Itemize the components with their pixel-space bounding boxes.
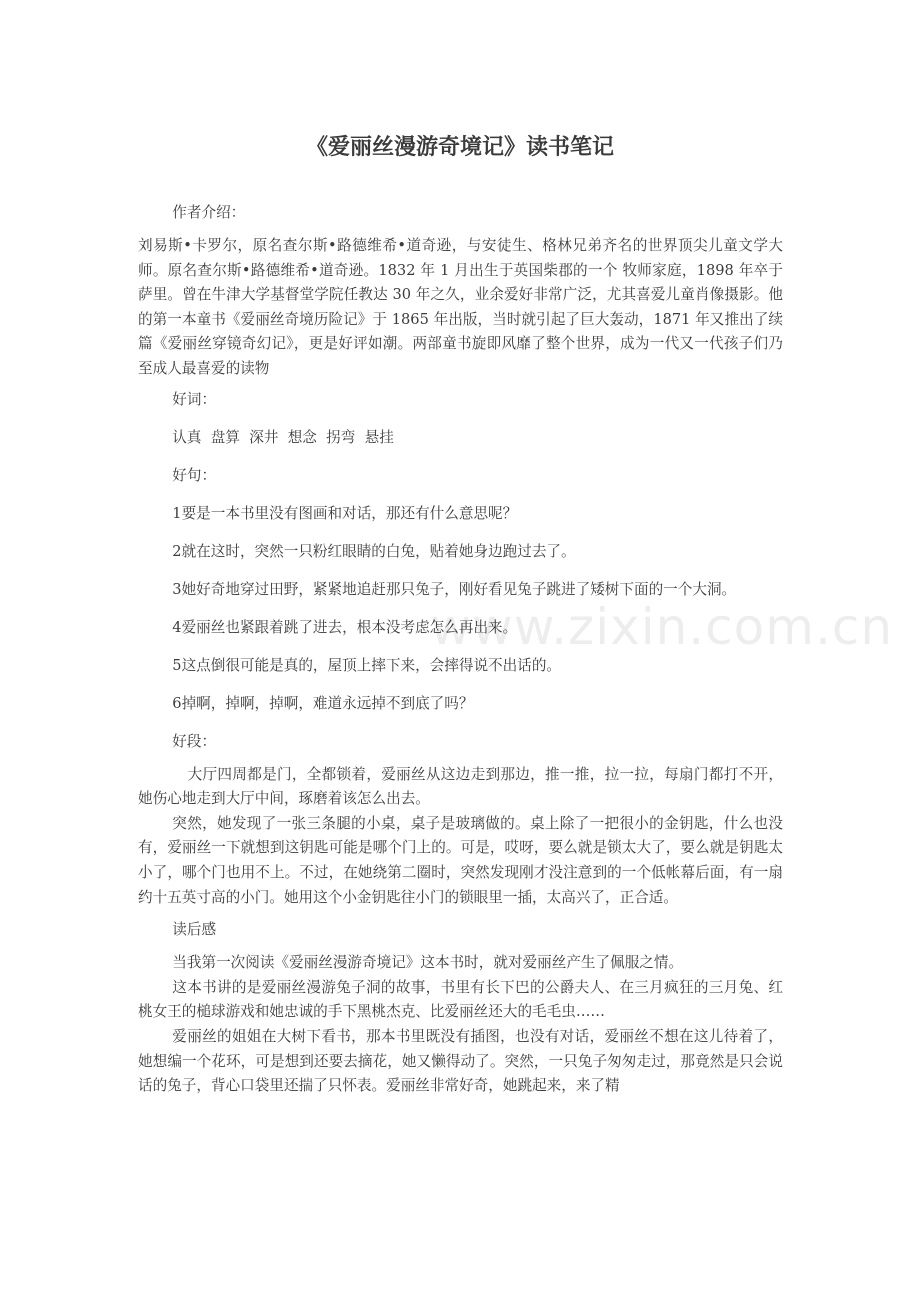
document-title: 《爱丽丝漫游奇境记》读书笔记 (305, 134, 614, 160)
reflection-heading: 读后感 (172, 921, 217, 939)
good-sentence: 1要是一本书里没有图画和对话，那还有什么意思呢？ (172, 504, 518, 522)
good-words-heading: 好词： (172, 390, 217, 408)
document-body (138, 199, 783, 1099)
author-intro: 刘易斯•卡罗尔，原名查尔斯•路德维希•道奇逊，与安徒生、格林兄弟齐名的世界顶尖儿童文学大师。原名查尔斯•路德维希•道奇逊。1832 年 1 月出生于英国柴郡的一个 牧师家庭，1898 年卒于萨里。曾在牛津大学基督堂学院任教达 30 年之久，业余爱好非常广泛，尤其喜爱儿童肖像摄影。他的第一本童书《爱丽丝奇境历险记》于 1865 年出版，当时就引起了巨大轰动，1871 年又推出了续篇《爱丽丝穿镜奇幻记》，更是好评如潮。两部童书旋即风靡了整个世界，成为一代又一代孩子们乃至成人最喜爱的读物 (138, 237, 783, 377)
good-sentences-heading: 好句： (172, 466, 217, 484)
reflection-paragraph: 爱丽丝的姐姐在大树下看书，那本书里既没有插图，也没有对话，爱丽丝不想在这儿待着了，她想编一个花环，可是想到还要去摘花，她又懒得动了。突然，一只兔子匆匆走过，那竟然是只会说话的兔子，背心口袋里还揣了只怀表。爱丽丝非常好奇，她跳起来，来了精 (138, 1027, 783, 1095)
watermark: www.zixin.com.cn (430, 598, 894, 656)
reflection-paragraph: 这本书讲的是爱丽丝漫游兔子洞的故事，书里有长下巴的公爵夫人、在三月疯狂的三月兔、红桃女王的槌球游戏和她忠诚的手下黑桃杰克、比爱丽丝还大的毛毛虫…… (138, 978, 783, 1021)
reflection-paragraph: 当我第一次阅读《爱丽丝漫游奇境记》这本书时，就对爱丽丝产生了佩服之情。 (172, 954, 684, 972)
good-sentence: 5这点倒很可能是真的，屋顶上摔下来，会摔得说不出话的。 (172, 656, 562, 674)
author-heading: 作者介绍： (172, 204, 246, 221)
good-paragraph: 大厅四周都是门，全都锁着，爱丽丝从这边走到那边，推一推，拉一拉，每扇门都打不开，她伤心地走到大厅中间，琢磨着该怎么出去。 (138, 765, 783, 808)
good-sentence: 4爱丽丝也紧跟着跳了进去，根本没考虑怎么再出来。 (172, 618, 518, 636)
good-words: 认真 盘算 深井 想念 拐弯 悬挂 (172, 428, 394, 446)
good-paragraph-heading: 好段： (172, 732, 217, 750)
good-paragraph: 突然，她发现了一张三条腿的小桌，桌子是玻璃做的。桌上除了一把很小的金钥匙，什么也没有，爱丽丝一下就想到这钥匙可能是哪个门上的。可是，哎呀，要么就是锁太大了，要么就是钥匙太小了，哪个门也用不上。不过，在她绕第二圈时，突然发现刚才没注意到的一个低帐幕后面，有一扇约十五英寸高的小门。她用这个小金钥匙往小门的锁眼里一插，太高兴了，正合适。 (138, 814, 783, 906)
good-sentence: 3她好奇地穿过田野，紧紧地追赶那只兔子，刚好看见兔子跳进了矮树下面的一个大洞。 (172, 580, 737, 598)
good-sentence: 6掉啊，掉啊，掉啊，难道永远掉不到底了吗？ (172, 694, 474, 712)
good-sentence: 2就在这时，突然一只粉红眼睛的白兔，贴着她身边跑过去了。 (172, 542, 576, 560)
